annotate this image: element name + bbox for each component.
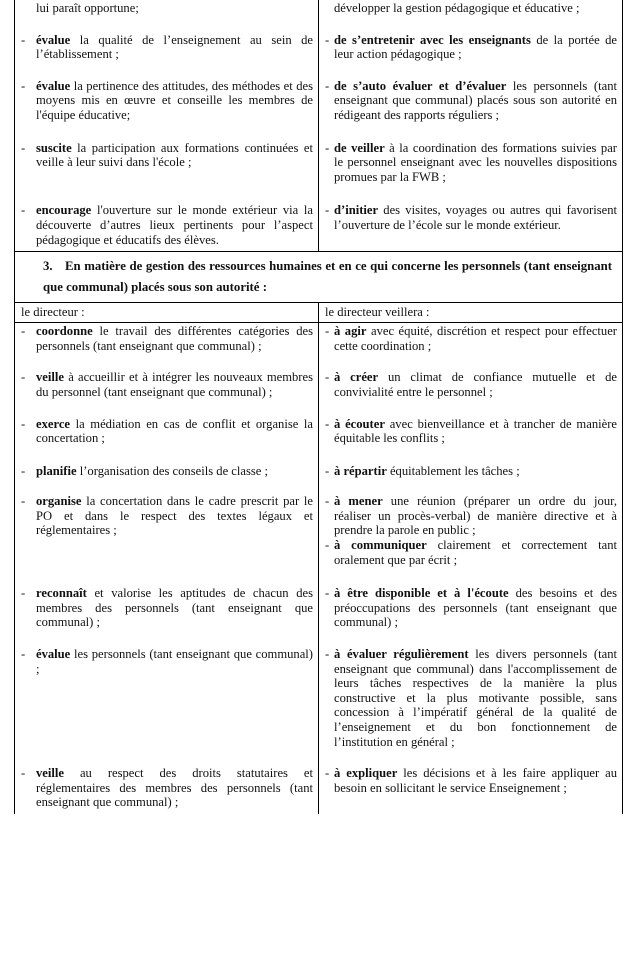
list-item	[325, 324, 617, 353]
table-main-section	[15, 323, 623, 814]
plain-text: les divers personnels (tant enseignant que communal) dans l'accomplissement de leurs tâches respectives de la manière la plus constructive et la plus motivante possible, sans concession à l’impératif général de la qualité de l’enseignement et du bon fonctionnement de l’institution en général ;	[334, 647, 617, 749]
list-item	[325, 586, 617, 630]
list-item	[21, 586, 313, 630]
list-item	[325, 33, 617, 62]
plain-text: à accueillir et à intégrer les nouveaux membres du personnel (tant enseignant que communal) ;	[36, 370, 313, 399]
list-item-text	[36, 370, 313, 399]
bold-keyword: reconnaît	[36, 586, 87, 601]
list-item	[325, 1, 617, 16]
list-dash: -	[21, 494, 26, 509]
cell-director-action	[15, 463, 319, 494]
plain-text: le travail des différentes catégories des personnels (tant enseignant que communal) ;	[36, 324, 313, 353]
table-row	[15, 416, 623, 463]
list-item-text	[36, 324, 313, 353]
plain-text: la qualité de l’enseignement au sein de l’établissement ;	[36, 32, 313, 62]
cell-director-duty	[319, 493, 623, 585]
column-header-row	[15, 303, 623, 323]
list-item	[325, 203, 617, 232]
cell-director-duty	[319, 323, 623, 370]
list-item	[21, 417, 313, 446]
cell-director-duty	[319, 32, 623, 78]
list-dash	[21, 1, 36, 16]
list-dash: -	[325, 324, 330, 339]
list-item-text	[334, 647, 617, 749]
plain-text: au respect des droits statutaires et réglementaires des membres des personnels (tant enseignant que communal) ;	[36, 766, 313, 810]
column-header-right-text: le directeur veillera :	[325, 305, 430, 320]
plain-text: des besoins et des préoccupations des personnels (tant enseignant que communal) ;	[334, 586, 617, 630]
plain-text: les décisions et à les faire appliquer au besoin en sollicitant le service Enseignement ;	[334, 766, 617, 795]
table-row	[15, 140, 623, 203]
bold-keyword: à répartir	[334, 463, 387, 478]
list-item-text	[334, 1, 617, 16]
list-item	[325, 538, 617, 567]
list-item-text	[334, 494, 617, 538]
list-item	[325, 141, 617, 185]
bold-keyword: encourage	[36, 203, 92, 218]
list-item	[21, 33, 313, 62]
cell-director-duty	[319, 369, 623, 415]
list-dash: -	[21, 78, 26, 93]
list-item-text	[334, 33, 617, 62]
list-item-text	[334, 141, 617, 185]
bold-keyword: évalue	[36, 647, 71, 662]
cell-director-action	[15, 0, 319, 32]
list-item-text	[36, 1, 313, 16]
plain-text: avec bienveillance et à trancher de manière équitable les conflits ;	[334, 416, 617, 446]
bold-keyword: de s’auto évaluer et d’évaluer	[334, 78, 507, 93]
list-dash: -	[21, 140, 26, 155]
cell-director-duty	[319, 78, 623, 140]
bold-keyword: exerce	[36, 416, 71, 431]
bold-keyword: veille	[36, 766, 64, 781]
plain-text: les personnels (tant enseignant que communal) placés sous son autorité en rédigeant des rapports réguliers ;	[334, 78, 617, 122]
bold-keyword: à communiquer	[334, 538, 427, 553]
bold-keyword: organise	[36, 494, 82, 509]
list-dash: -	[325, 32, 330, 47]
cell-director-action	[15, 416, 319, 463]
table-row	[15, 202, 623, 251]
plain-text: la pertinence des attitudes, des méthodes et des moyens mis en œuvre et conseille les membres de l'équipe éducative;	[36, 78, 313, 122]
list-dash: -	[21, 463, 26, 478]
list-item	[325, 79, 617, 123]
plain-text: la médiation en cas de conflit et organise la concertation ;	[36, 416, 313, 446]
list-item	[325, 647, 617, 749]
cell-director-duty	[319, 416, 623, 463]
list-item-text	[36, 33, 313, 62]
cell-director-action	[15, 323, 319, 370]
section-number: 3.	[43, 259, 53, 274]
list-item	[21, 141, 313, 170]
list-item	[21, 464, 313, 479]
section-heading-block	[15, 252, 623, 323]
bold-keyword: à agir	[334, 324, 367, 339]
list-item-text	[334, 538, 617, 567]
table-top-section	[15, 0, 623, 252]
bold-keyword: à créer	[334, 370, 379, 385]
responsibilities-table	[14, 0, 623, 814]
list-dash: -	[21, 416, 26, 431]
document-page	[14, 0, 622, 964]
cell-director-action	[15, 369, 319, 415]
plain-text: de la portée de leur action pédagogique ;	[334, 32, 618, 62]
plain-text: une réunion (préparer un ordre du jour, réaliser un procès-verbal) de manière directive et à prendre la parole en public ;	[334, 494, 617, 538]
list-item	[325, 494, 617, 538]
list-dash: -	[325, 766, 330, 781]
bold-keyword: à évaluer régulièrement	[334, 647, 469, 662]
list-item-text	[334, 324, 617, 353]
list-item-text	[36, 464, 313, 479]
list-item	[21, 1, 313, 16]
list-item-text	[334, 766, 617, 795]
cell-director-duty	[319, 463, 623, 494]
bold-keyword: évalue	[36, 32, 71, 47]
list-dash: -	[325, 586, 330, 601]
plain-text: et valorise les aptitudes de chacun des membres des personnels (tant enseignant que communal) ;	[36, 586, 313, 630]
list-item	[21, 766, 313, 810]
bold-keyword: planifie	[36, 463, 77, 478]
plain-text: des visites, voyages ou autres qui favorisent l’ouverture de l’école sur le monde extérieur.	[334, 203, 617, 232]
cell-director-action	[15, 140, 319, 203]
cell-director-action	[15, 78, 319, 140]
list-item	[325, 766, 617, 795]
list-dash: -	[21, 647, 26, 662]
plain-text: avec équité, discrétion et respect pour effectuer cette coordination ;	[334, 324, 617, 353]
cell-director-action	[15, 493, 319, 585]
table-row	[15, 585, 623, 646]
section-title: En matière de gestion des ressources humaines et en ce qui concerne les personnels (tant enseignant que communal) placés sous son autorité :	[43, 259, 612, 295]
plain-text: à la coordination des formations suivies par le personnel enseignant avec les nouvelles dispositions promues par la FWB ;	[334, 140, 617, 184]
cell-director-duty	[319, 646, 623, 765]
plain-text: un climat de confiance mutuelle et de convivialité entre le personnel ;	[334, 370, 617, 399]
list-item	[325, 370, 617, 399]
list-item	[325, 464, 617, 479]
table-row	[15, 369, 623, 415]
bold-keyword: de veiller	[334, 140, 385, 155]
cell-director-duty	[319, 140, 623, 203]
list-item-text	[36, 79, 313, 123]
list-dash: -	[325, 416, 330, 431]
cell-director-duty	[319, 0, 623, 32]
table-row	[15, 78, 623, 140]
list-dash: -	[21, 203, 26, 218]
cell-director-action	[15, 32, 319, 78]
column-header-left	[15, 303, 319, 323]
list-item-text	[36, 647, 313, 676]
column-header-left-text: le directeur :	[21, 305, 85, 320]
cell-director-duty	[319, 202, 623, 251]
cell-director-duty	[319, 765, 623, 814]
section-heading-cell	[15, 252, 623, 303]
list-item	[21, 79, 313, 123]
section-heading-row	[15, 252, 623, 303]
plain-text: l'ouverture sur le monde extérieur via la découverte d’autres lieux pertinents pour l’aspect pédagogique et éducatifs des élèves.	[36, 203, 313, 247]
list-item-text	[36, 141, 313, 170]
list-item-text	[334, 464, 617, 479]
list-item	[21, 494, 313, 538]
plain-text: lui paraît opportune;	[36, 1, 139, 15]
list-dash: -	[325, 647, 330, 662]
table-row	[15, 646, 623, 765]
cell-director-duty	[319, 585, 623, 646]
table-row	[15, 493, 623, 585]
list-dash: -	[325, 203, 330, 218]
plain-text: développer la gestion pédagogique et éducative ;	[334, 1, 580, 15]
table-row	[15, 0, 623, 32]
cell-director-action	[15, 646, 319, 765]
list-dash: -	[325, 140, 330, 155]
list-dash: -	[21, 32, 26, 47]
bold-keyword: coordonne	[36, 324, 93, 339]
plain-text: la concertation dans le cadre prescrit par le PO et dans le respect des textes légaux et réglementaires ;	[36, 494, 313, 538]
column-header-right	[319, 303, 623, 323]
table-row	[15, 765, 623, 814]
list-item	[21, 370, 313, 399]
list-item-text	[36, 203, 313, 247]
bold-keyword: à expliquer	[334, 766, 398, 781]
list-item	[21, 324, 313, 353]
table-row	[15, 323, 623, 370]
list-dash: -	[21, 766, 26, 781]
list-dash: -	[21, 324, 26, 339]
bold-keyword: veille	[36, 370, 64, 385]
list-dash: -	[325, 370, 330, 385]
table-row	[15, 463, 623, 494]
list-dash: -	[325, 494, 330, 509]
list-dash	[325, 1, 334, 16]
bold-keyword: d’initier	[334, 203, 379, 218]
list-dash: -	[325, 538, 330, 553]
list-item-text	[36, 417, 313, 446]
bold-keyword: à être disponible et à l'écoute	[334, 586, 509, 601]
plain-text: clairement et correctement tant oralement que par écrit ;	[334, 538, 617, 567]
cell-director-action	[15, 765, 319, 814]
bold-keyword: évalue	[36, 78, 71, 93]
list-item-text	[334, 586, 617, 630]
cell-director-action	[15, 585, 319, 646]
list-dash: -	[325, 463, 330, 478]
bold-keyword: à mener	[334, 494, 383, 509]
list-dash: -	[325, 78, 330, 93]
list-item	[325, 417, 617, 446]
list-dash: -	[21, 586, 26, 601]
plain-text: l’organisation des conseils de classe ;	[76, 463, 269, 478]
list-item-text	[334, 79, 617, 123]
plain-text: les personnels (tant enseignant que communal) ;	[36, 647, 313, 676]
bold-keyword: de s’entretenir avec les enseignants	[334, 32, 531, 47]
list-item-text	[36, 766, 313, 810]
list-item-text	[334, 417, 617, 446]
list-item	[21, 647, 313, 676]
list-item-text	[36, 494, 313, 538]
table-row	[15, 32, 623, 78]
list-item	[21, 203, 313, 247]
list-item-text	[36, 586, 313, 630]
bold-keyword: suscite	[36, 140, 72, 155]
list-dash: -	[21, 370, 26, 385]
bold-keyword: à écouter	[334, 416, 385, 431]
plain-text: la participation aux formations continuées et veille à leur suivi dans l'école ;	[36, 140, 313, 170]
list-item-text	[334, 203, 617, 232]
cell-director-action	[15, 202, 319, 251]
list-item-text	[334, 370, 617, 399]
plain-text: équitablement les tâches ;	[386, 463, 520, 478]
